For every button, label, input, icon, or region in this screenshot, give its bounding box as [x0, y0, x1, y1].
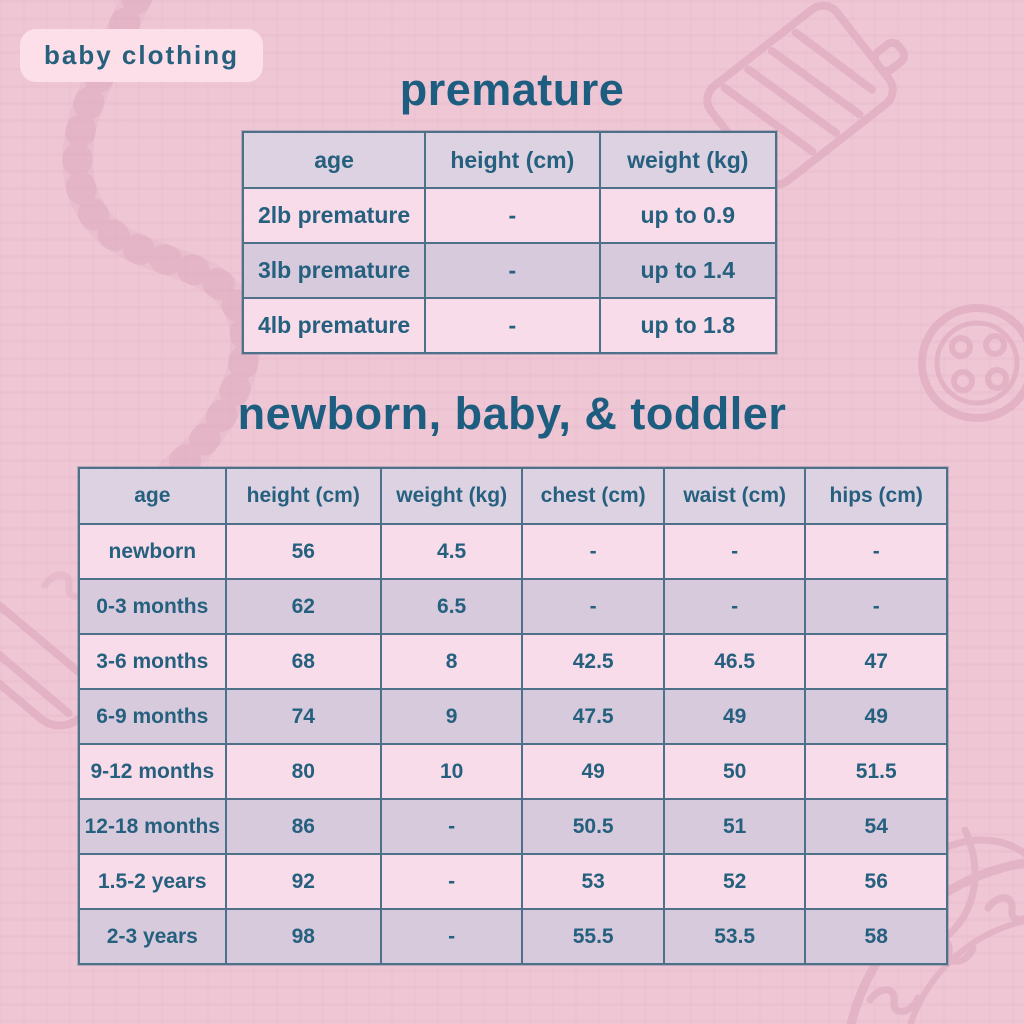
- data-cell: -: [381, 799, 523, 854]
- data-cell: 49: [522, 744, 664, 799]
- data-cell: 6.5: [381, 579, 523, 634]
- data-cell: 53: [522, 854, 664, 909]
- header-cell: height (cm): [226, 468, 381, 524]
- data-cell: 3-6 months: [79, 634, 226, 689]
- newborn-baby-toddler-size-table: [78, 467, 948, 965]
- header-cell: chest (cm): [522, 468, 664, 524]
- data-cell: -: [522, 579, 664, 634]
- data-cell: 46.5: [664, 634, 806, 689]
- data-cell: 12-18 months: [79, 799, 226, 854]
- data-cell: 62: [226, 579, 381, 634]
- data-cell: 9: [381, 689, 523, 744]
- table-row: [79, 854, 947, 909]
- header-cell: weight (kg): [381, 468, 523, 524]
- data-cell: up to 1.4: [600, 243, 776, 298]
- data-cell: 49: [664, 689, 806, 744]
- data-cell: 0-3 months: [79, 579, 226, 634]
- data-cell: 92: [226, 854, 381, 909]
- data-cell: -: [425, 298, 599, 353]
- data-cell: 50: [664, 744, 806, 799]
- data-cell: 2-3 years: [79, 909, 226, 964]
- data-cell: 51: [664, 799, 806, 854]
- data-cell: -: [522, 524, 664, 579]
- data-cell: 9-12 months: [79, 744, 226, 799]
- header-cell: height (cm): [425, 132, 599, 188]
- data-cell: 52: [664, 854, 806, 909]
- data-cell: 4.5: [381, 524, 523, 579]
- table-row: [79, 799, 947, 854]
- data-cell: 55.5: [522, 909, 664, 964]
- data-cell: 4lb premature: [243, 298, 425, 353]
- data-cell: 10: [381, 744, 523, 799]
- header-cell: hips (cm): [805, 468, 947, 524]
- data-cell: up to 0.9: [600, 188, 776, 243]
- section-title-newborn-baby-toddler: newborn, baby, & toddler: [237, 388, 787, 439]
- data-cell: 50.5: [522, 799, 664, 854]
- header-cell: age: [243, 132, 425, 188]
- data-cell: 49: [805, 689, 947, 744]
- data-cell: 3lb premature: [243, 243, 425, 298]
- table-row: [79, 524, 947, 579]
- table-row: [243, 298, 776, 353]
- header-cell: weight (kg): [600, 132, 776, 188]
- table-row: [243, 243, 776, 298]
- section-title-premature: premature: [399, 64, 625, 115]
- premature-size-table: [242, 131, 777, 354]
- data-cell: up to 1.8: [600, 298, 776, 353]
- data-cell: 58: [805, 909, 947, 964]
- data-cell: 1.5-2 years: [79, 854, 226, 909]
- table-row: [79, 744, 947, 799]
- data-cell: newborn: [79, 524, 226, 579]
- data-cell: 6-9 months: [79, 689, 226, 744]
- table-row: [79, 909, 947, 964]
- data-cell: 56: [805, 854, 947, 909]
- header-cell: waist (cm): [664, 468, 806, 524]
- data-cell: -: [664, 579, 806, 634]
- data-cell: 53.5: [664, 909, 806, 964]
- data-cell: -: [381, 909, 523, 964]
- data-cell: -: [805, 579, 947, 634]
- data-cell: -: [805, 524, 947, 579]
- data-cell: -: [425, 243, 599, 298]
- data-cell: 51.5: [805, 744, 947, 799]
- data-cell: 80: [226, 744, 381, 799]
- table-header-row: [243, 132, 776, 188]
- data-cell: 74: [226, 689, 381, 744]
- data-cell: 86: [226, 799, 381, 854]
- data-cell: -: [664, 524, 806, 579]
- data-cell: 42.5: [522, 634, 664, 689]
- table-row: [79, 579, 947, 634]
- badge-label: baby clothing: [44, 40, 239, 70]
- data-cell: 8: [381, 634, 523, 689]
- data-cell: 68: [226, 634, 381, 689]
- table-row: [79, 634, 947, 689]
- data-cell: -: [381, 854, 523, 909]
- table-row: [243, 188, 776, 243]
- data-cell: 98: [226, 909, 381, 964]
- data-cell: 47.5: [522, 689, 664, 744]
- header-cell: age: [79, 468, 226, 524]
- table-row: [79, 689, 947, 744]
- data-cell: 54: [805, 799, 947, 854]
- data-cell: 47: [805, 634, 947, 689]
- data-cell: 2lb premature: [243, 188, 425, 243]
- data-cell: -: [425, 188, 599, 243]
- data-cell: 56: [226, 524, 381, 579]
- table-header-row: [79, 468, 947, 524]
